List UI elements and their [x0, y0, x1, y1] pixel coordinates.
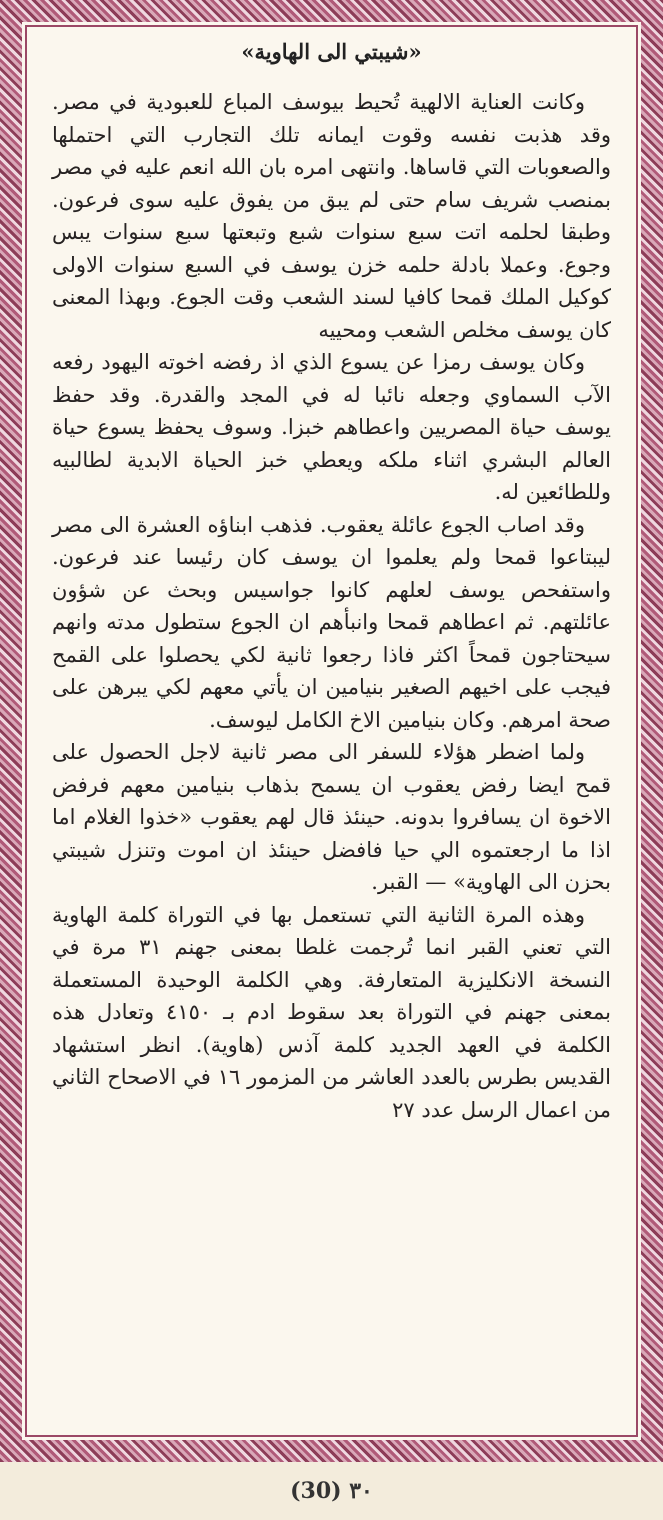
paragraph: وقد اصاب الجوع عائلة يعقوب. فذهب ابناؤه العشرة الى مصر ليبتاعوا قمحا ولم يعلموا ان يوسف كان رئيسا عند فرعون. واستفحص يوسف لعلهم كانوا جواسيس وبحث عن شؤون عائلتهم. ثم اعطاهم قمحا وانبأهم ان الجوع ستطول مدته وانهم سيحتاجون قمحاً اكثر فاذا رجعوا ثانية لكي يحصلوا على القمح فيجب على اخيهم الصغير بنيامين ان يأتي معهم لكي يبرهن على صحة امرهم. وكان بنيامين الاخ الكامل ليوسف. [52, 512, 611, 732]
paragraph: وكانت العناية الالهية تُحيط بيوسف المباع للعبودية في مصر. وقد هذبت نفسه وقوت ايمانه تلك التجارب التي احتملها والصعوبات التي قاساها. وانتهى امره بان الله انعم عليه في مصر بمنصب شريف سام حتى لم يبق من يفوق عليه سوى فرعون. وطبقا لحلمه اتت سبع سنوات شبع وتبعتها سبع سنوات يبس وجوع. وعملا بادلة حلمه خزن يوسف في السبع سنوات الاولى كوكيل الملك قمحا كافيا لسند الشعب وقت الجوع. وبهذا المعنى كان يوسف مخلص الشعب ومحييه [52, 90, 611, 342]
paragraph: وكان يوسف رمزا عن يسوع الذي اذ رفضه اخوته اليهود رفعه الآب السماوي وجعله نائبا له في المجد والقدرة. وقد حفظ يوسف حياة المصريين واعطاهم خبزا. وسوف يحفظ يسوع حياة العالم البشري اثناء ملكه ويعطي خبز الحياة الابدية لطالبيه وللطائعين له. [52, 350, 611, 504]
page-number: (30) ٣٠ [290, 1478, 373, 1504]
paragraph: وهذه المرة الثانية التي تستعمل بها في التوراة كلمة الهاوية التي تعني القبر انما تُرجمت غلطا بمعنى جهنم ٣١ مرة في النسخة الانكليزية المتعارفة. وهي الكلمة الوحيدة المستعملة بمعنى جهنم في التوراة بعد سقوط ادم بـ ٤١٥٠ وتعادل هذه الكلمة في العهد الجديد كلمة آذس (هاوية). انظر استشهاد القديس بطرس بالعدد العاشر من المزمور ١٦ في الاصحاح الثاني من اعمال الرسل عدد ٢٧ [52, 902, 611, 1122]
paragraph: ولما اضطر هؤلاء للسفر الى مصر ثانية لاجل الحصول على قمح ايضا رفض يعقوب ان يسمح بذهاب بنيامين معهم فرفض الاخوة ان يسافروا بدونه. حينئذ قال لهم يعقوب «خذوا الغلام اما اذا ما ارجعتموه الي حيا فافضل حينئذ ان اموت وتنزل شيبتي بحزن الى الهاوية» — القبر. [52, 740, 611, 894]
text-body [52, 36, 611, 1430]
page-title: «شيبتي الى الهاوية» [241, 39, 422, 64]
